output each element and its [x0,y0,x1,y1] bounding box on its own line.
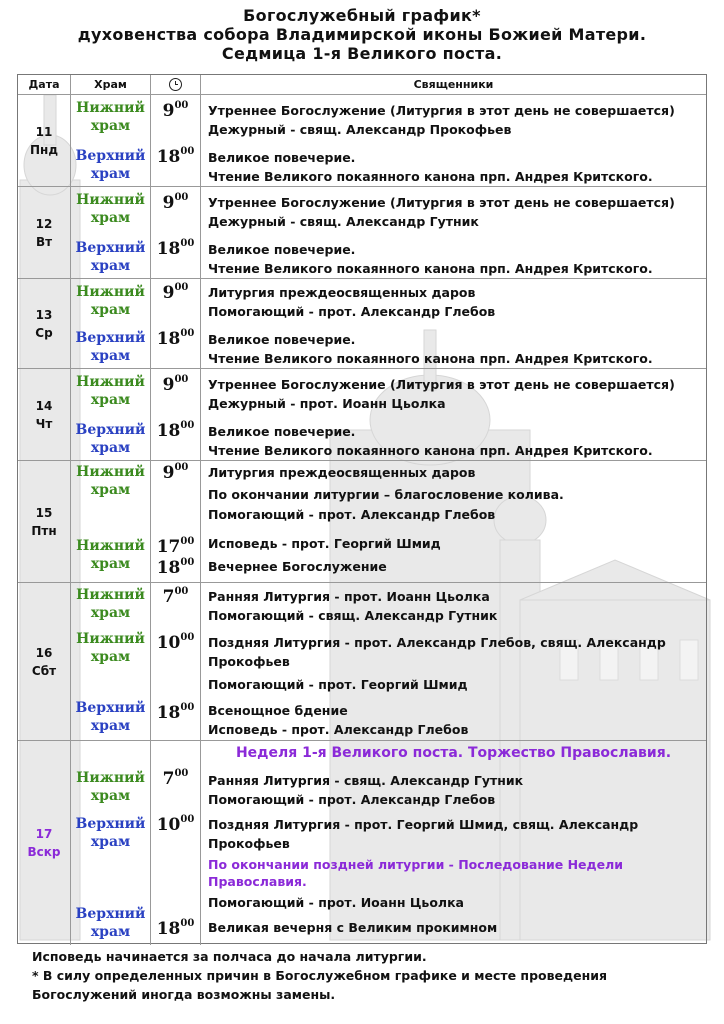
clock-icon [169,78,182,91]
service-line: Дежурный - прот. Иоанн Цьолка [208,396,446,411]
service-line: Дежурный - свящ. Александр Гутник [208,214,479,229]
weekday: Чт [35,416,53,431]
page-header [0,6,724,63]
day-number: 13 [35,307,53,322]
date-cell [18,279,71,369]
service-line: Великое повечерие. [208,332,356,347]
service-time: $18^{00}$ [156,918,195,939]
day-number: 11 [35,124,53,139]
service-line: Помогающий - прот. Александр Глебов [208,507,496,522]
service-time: $10^{00}$ [156,632,195,653]
service-line: Ранняя Литургия - прот. Иоанн Цьолка [208,589,490,604]
service-line: Великое повечерие. [208,150,356,165]
service-time: $10^{00}$ [156,814,195,835]
service-line: Поздняя Литургия - прот. Георгий Шмид, свящ. Александр [208,817,639,832]
service-line: Помогающий - прот. Иоанн Цьолка [208,895,464,910]
priests-cell [201,95,706,187]
service-time: $18^{00}$ [156,420,195,441]
temple-lower: Нижний храм [76,284,145,318]
temple-upper: Верхний храм [75,148,146,182]
service-line: Великая вечерня с Великим прокимном [208,920,498,935]
temple-cell [71,187,151,279]
date-cell [18,95,71,187]
temple-cell [71,279,151,369]
temple-upper: Верхний храм [75,906,146,940]
title-line-3: Седмица 1-я Великого поста. [221,44,503,63]
service-line: Помогающий - прот. Георгий Шмид [208,677,468,692]
header-time [151,75,201,95]
header-date: Дата [18,75,71,95]
time-cell [151,95,201,187]
time-cell [151,187,201,279]
service-time: $18^{00}$ [156,238,195,259]
temple-lower: Нижний храм [76,587,145,621]
service-line: Вечернее Богослужение [208,559,387,574]
service-line: Поздняя Литургия - прот. Александр Глебов, свящ. Александр [208,635,666,650]
service-line: Помогающий - прот. Александр Глебов [208,792,496,807]
temple-lower: Нижний храм [76,192,145,226]
time-cell [151,369,201,461]
weekday: Пнд [29,142,59,157]
service-line: Прокофьев [208,654,290,669]
service-time: $9^{00}$ [162,462,189,483]
temple-lower: Нижний храм [76,464,145,498]
temple-upper: Верхний храм [75,700,146,734]
service-line: Помогающий - свящ. Александр Гутник [208,608,498,623]
service-line: Великое повечерие. [208,424,356,439]
service-line: Дежурный - свящ. Александр Прокофьев [208,122,512,137]
temple-lower: Нижний храм [76,538,145,572]
header-temple: Храм [71,75,151,95]
temple-upper: Верхний храм [75,816,146,850]
weekday: Сбт [31,663,57,678]
service-time: $9^{00}$ [162,100,189,121]
footer-line: Исповедь начинается за полчаса до начала литургии. [32,949,427,964]
service-line: Чтение Великого покаянного канона прп. Андрея Критского. [208,351,653,366]
service-time: $18^{00}$ [156,328,195,349]
temple-cell [71,95,151,187]
service-time: $18^{00}$ [156,557,195,578]
service-line: Чтение Великого покаянного канона прп. Андрея Критского. [208,169,653,184]
temple-lower: Нижний храм [76,770,145,804]
title-line-1: Богослужебный график* [243,6,481,25]
service-time: $7^{00}$ [162,586,189,607]
service-line: Литургия преждеосвященных даров [208,465,476,480]
priests-cell [201,741,706,945]
date-cell [18,583,71,741]
service-time: $17^{00}$ [156,536,195,557]
service-time: $7^{00}$ [162,768,189,789]
footer-line: * В силу определенных причин в Богослужебном графике и месте проведения [32,968,607,983]
time-cell [151,583,201,741]
service-line: Исповедь - прот. Георгий Шмид [208,536,441,551]
service-time: $9^{00}$ [162,374,189,395]
service-line: Прокофьев [208,836,290,851]
service-time: $9^{00}$ [162,192,189,213]
temple-lower: Нижний храм [76,100,145,134]
time-cell [151,279,201,369]
priests-cell [201,187,706,279]
priests-cell [201,279,706,369]
temple-cell [71,461,151,583]
weekday: Вт [35,234,53,249]
temple-upper: Верхний храм [75,240,146,274]
day-number: 16 [35,645,53,660]
service-line: Чтение Великого покаянного канона прп. Андрея Критского. [208,443,653,458]
service-line: Помогающий - прот. Александр Глебов [208,304,496,319]
service-line: Всенощное бдение [208,703,348,718]
service-line: Утреннее Богослужение (Литургия в этот день не совершается) [208,195,675,210]
service-line: Утреннее Богослужение (Литургия в этот день не совершается) [208,103,675,118]
time-cell [151,741,201,945]
date-cell-sunday [18,741,71,945]
header-priests: Священники [201,75,706,95]
footer-line: Богослужений иногда возможны замены. [32,987,336,1002]
temple-lower: Нижний храм [76,374,145,408]
date-cell [18,187,71,279]
weekday: Ср [35,325,53,340]
day-number: 17 [35,827,53,841]
service-line: Великое повечерие. [208,242,356,257]
schedule-table [17,74,707,944]
service-line: Православия. [208,874,307,889]
service-line: Литургия преждеосвященных даров [208,285,476,300]
sunday-headline: Неделя 1-я Великого поста. Торжество Православия. [235,745,672,761]
title-line-2: духовенства собора Владимирской иконы Божией Матери. [77,25,647,44]
temple-cell [71,741,151,945]
date-cell [18,369,71,461]
service-line: По окончании литургии – благословение колива. [208,487,564,502]
footer-notes [32,947,607,1004]
service-time: $18^{00}$ [156,702,195,723]
day-number: 12 [35,216,53,231]
date-cell [18,461,71,583]
day-number: 14 [35,398,53,413]
weekday: Вскр [27,845,61,859]
service-line: Ранняя Литургия - свящ. Александр Гутник [208,773,524,788]
service-time: $9^{00}$ [162,282,189,303]
temple-cell [71,369,151,461]
temple-upper: Верхний храм [75,422,146,456]
priests-cell [201,369,706,461]
temple-lower: Нижний храм [76,631,145,665]
temple-cell [71,583,151,741]
day-number: 15 [35,505,53,520]
time-cell [151,461,201,583]
priests-cell [201,461,706,583]
service-line: По окончании поздней литургии - Последование Недели [208,857,623,872]
temple-upper: Верхний храм [75,330,146,364]
service-time: $18^{00}$ [156,146,195,167]
service-line: Исповедь - прот. Александр Глебов [208,722,469,737]
service-line: Утреннее Богослужение (Литургия в этот день не совершается) [208,377,675,392]
weekday: Птн [31,523,57,538]
service-line: Чтение Великого покаянного канона прп. Андрея Критского. [208,261,653,276]
priests-cell [201,583,706,741]
